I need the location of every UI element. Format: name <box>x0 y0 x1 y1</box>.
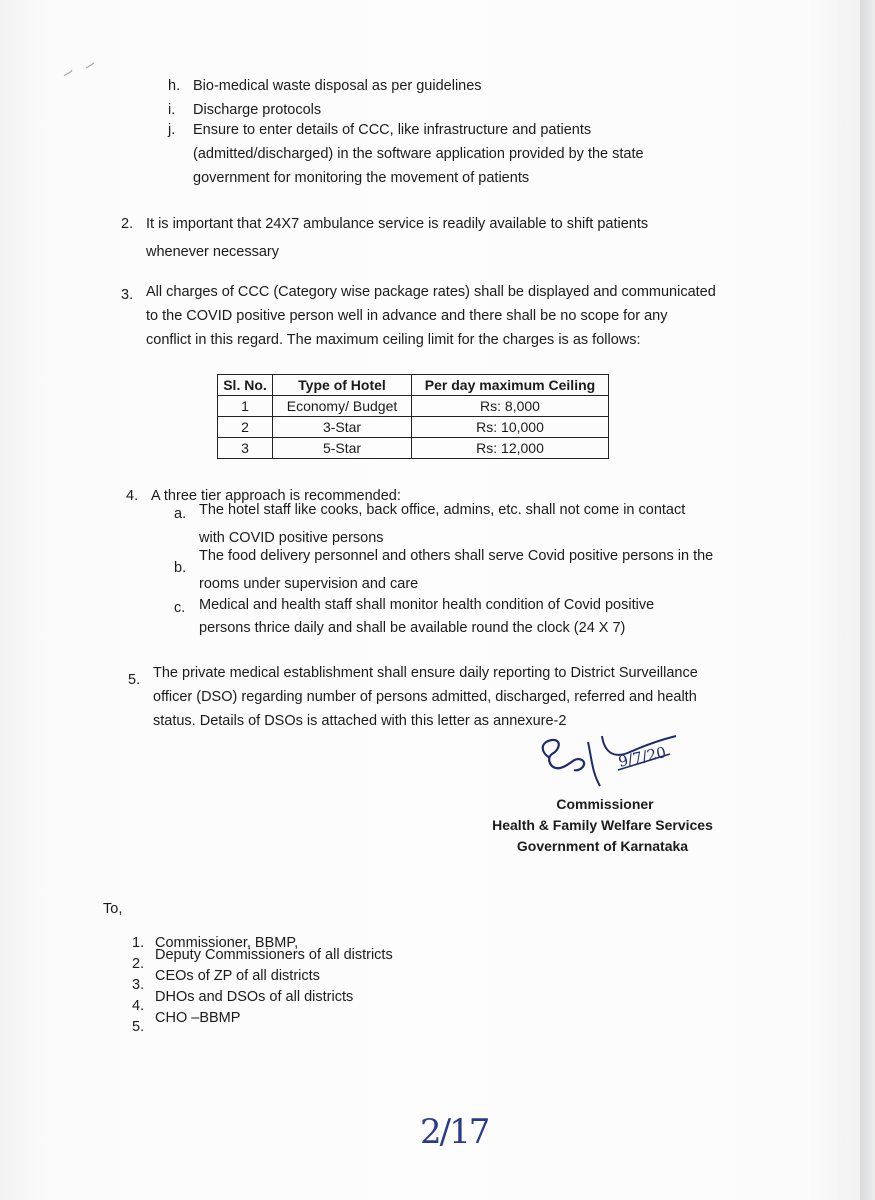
recipient-marker: 2. <box>132 956 145 972</box>
recipient-marker: 4. <box>132 998 145 1014</box>
table-cell: 3-Star <box>273 417 412 438</box>
sub-marker: c. <box>174 600 186 616</box>
list-item-i: Discharge protocols <box>193 102 322 118</box>
list-item-j-line2: (admitted/discharged) in the software application provided by the state <box>193 146 644 162</box>
table-cell: Rs: 12,000 <box>412 438 609 459</box>
recipient-item: CEOs of ZP of all districts <box>155 968 320 984</box>
point3-line2: to the COVID positive person well in advance and there shall be no scope for any <box>146 308 668 324</box>
point4c-line2: persons thrice daily and shall be available round the clock (24 X 7) <box>199 620 626 636</box>
point5-line1: The private medical establishment shall ensure daily reporting to District Surveillance <box>153 665 698 681</box>
recipient-marker: 5. <box>132 1019 145 1035</box>
point4b-line2: rooms under supervision and care <box>199 576 419 592</box>
list-item-j-line1: Ensure to enter details of CCC, like infrastructure and patients <box>193 122 592 138</box>
list-marker: i. <box>168 102 176 118</box>
table-cell: Rs: 8,000 <box>412 396 609 417</box>
recipient-item: Commissioner, BBMP, <box>155 935 299 951</box>
signature-date: 9/7/20 <box>616 743 668 771</box>
rates-table <box>217 374 609 459</box>
point5-line3: status. Details of DSOs is attached with this letter as annexure-2 <box>153 713 567 729</box>
table-header-cell: Type of Hotel <box>273 375 412 396</box>
point4b-line1: The food delivery personnel and others shall serve Covid positive persons in the <box>199 548 714 564</box>
recipient-item: Deputy Commissioners of all districts <box>155 947 393 963</box>
signatory-department: Health & Family Welfare Services <box>492 817 713 833</box>
signatory-title: Commissioner <box>556 796 654 812</box>
table-row <box>218 396 609 417</box>
point4a-line2: with COVID positive persons <box>199 530 384 546</box>
table-header-row <box>218 375 609 396</box>
sub-marker: a. <box>174 506 187 522</box>
table-cell: Rs: 10,000 <box>412 417 609 438</box>
point4-text: A three tier approach is recommended: <box>151 488 401 504</box>
point2-line2: whenever necessary <box>146 244 279 260</box>
recipient-marker: 1. <box>132 935 145 951</box>
point3-line3: conflict in this regard. The maximum ceiling limit for the charges is as follows: <box>146 332 641 348</box>
point2-line1: It is important that 24X7 ambulance service is readily available to shift patients <box>146 216 649 232</box>
point-marker: 2. <box>121 216 134 232</box>
point-marker: 3. <box>121 287 134 303</box>
table-row <box>218 417 609 438</box>
list-item-h: Bio-medical waste disposal as per guidelines <box>193 78 482 94</box>
list-marker: h. <box>168 78 181 94</box>
table-cell: 1 <box>218 396 273 417</box>
table-row <box>218 438 609 459</box>
point4c-line1: Medical and health staff shall monitor health condition of Covid positive <box>199 597 655 613</box>
list-item-j-line3: government for monitoring the movement of patients <box>193 170 530 186</box>
table-cell: 3 <box>218 438 273 459</box>
page-edge-shadow <box>860 0 875 1200</box>
to-label: To, <box>103 901 123 917</box>
table-header-cell: Sl. No. <box>218 375 273 396</box>
sub-marker: b. <box>174 560 187 576</box>
signatory-government: Government of Karnataka <box>516 838 689 854</box>
point3-line1: All charges of CCC (Category wise package rates) shall be displayed and communicated <box>146 284 716 300</box>
recipient-marker: 3. <box>132 977 145 993</box>
list-marker: j. <box>168 122 176 138</box>
table-cell: 2 <box>218 417 273 438</box>
point-marker: 5. <box>128 672 141 688</box>
table-cell: 5-Star <box>273 438 412 459</box>
point5-line2: officer (DSO) regarding number of persons admitted, discharged, referred and health <box>153 689 697 705</box>
recipient-item: DHOs and DSOs of all districts <box>155 989 354 1005</box>
table-cell: Economy/ Budget <box>273 396 412 417</box>
ink-mark-icon <box>60 62 100 82</box>
table-header-cell: Per day maximum Ceiling <box>412 375 609 396</box>
handwritten-page-note: 2/17 <box>420 1112 489 1152</box>
recipient-item: CHO –BBMP <box>155 1010 241 1026</box>
point4a-line1: The hotel staff like cooks, back office, admins, etc. shall not come in contact <box>199 502 686 518</box>
point-marker: 4. <box>126 488 139 504</box>
